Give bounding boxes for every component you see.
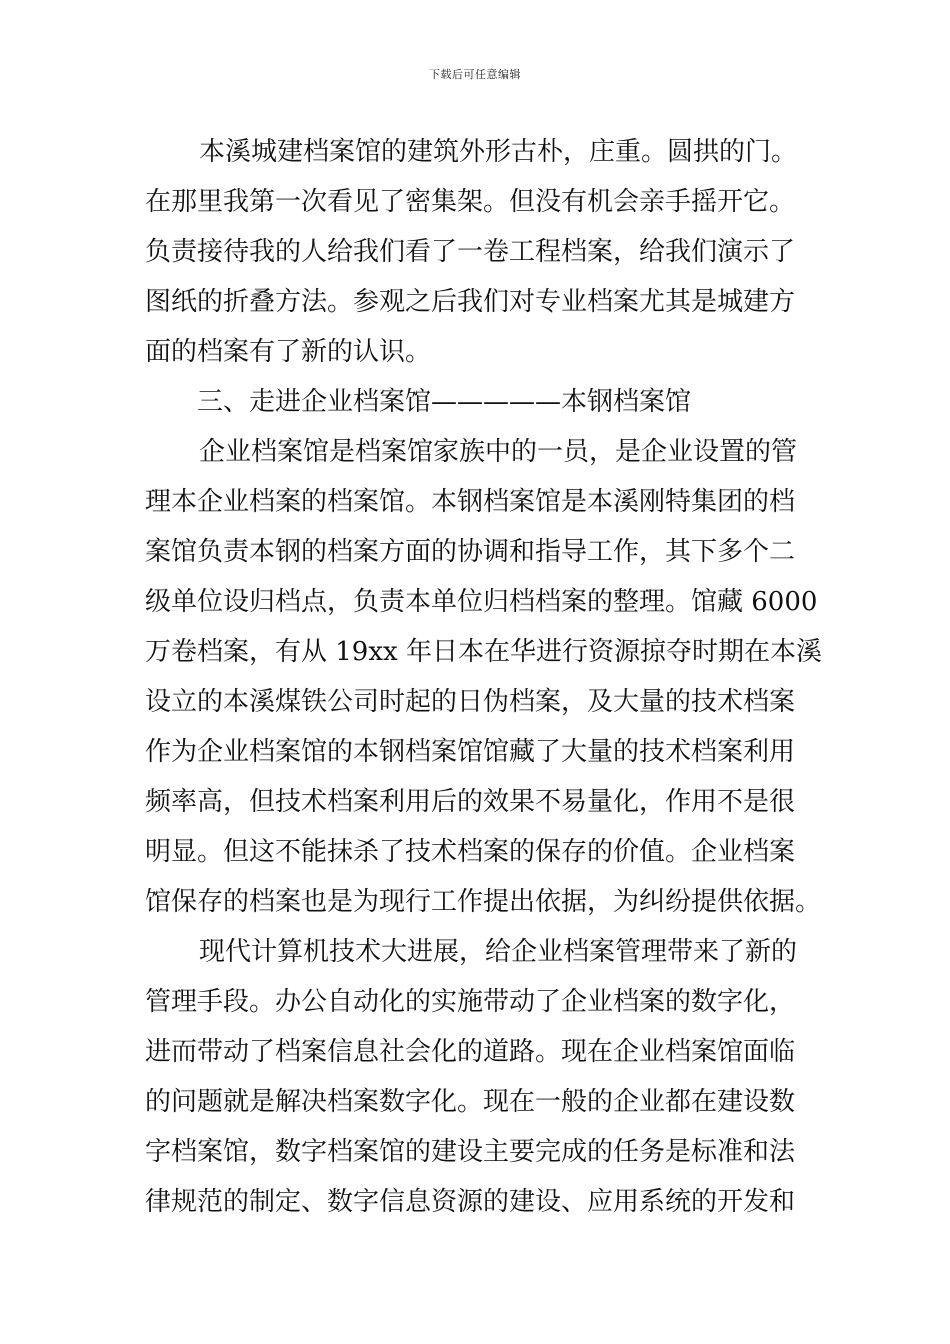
paragraph-line: 管理手段。办公自动化的实施带动了企业档案的数字化， (145, 987, 796, 1017)
paragraph-line: 律规范的制定、数字信息资源的建设、应用系统的开发和 (145, 1187, 796, 1217)
paragraph-line: 企业档案馆是档案馆家族中的一员，是企业设置的管 (199, 437, 798, 467)
paragraph-line: 现代计算机技术大进展，给企业档案管理带来了新的 (199, 937, 798, 967)
paragraph-line: 面的档案有了新的认识。 (145, 337, 432, 367)
paragraph-line: 万卷档案，有从 19xx 年日本在华进行资源掠夺时期在本溪 (145, 637, 822, 667)
paragraph-line: 负责接待我的人给我们看了一卷工程档案，给我们演示了 (145, 237, 796, 267)
page-header: 下载后可任意编辑 (429, 68, 521, 81)
paragraph-line: 理本企业档案的档案馆。本钢档案馆是本溪刚特集团的档 (145, 487, 796, 517)
paragraph-line: 作为企业档案馆的本钢档案馆馆藏了大量的技术档案利用 (145, 737, 796, 767)
paragraph-line: 明显。但这不能抹杀了技术档案的保存的价值。企业档案 (145, 837, 796, 867)
paragraph-line: 字档案馆，数字档案馆的建设主要完成的任务是标准和法 (145, 1137, 796, 1167)
paragraph-line: 馆保存的档案也是为现行工作提出依据，为纠纷提供依据。 (145, 887, 822, 917)
document-body (145, 127, 822, 1227)
section-heading: 三、走进企业档案馆—————本钢档案馆 (197, 387, 692, 417)
paragraph-line: 的问题就是解决档案数字化。现在一般的企业都在建设数 (145, 1087, 796, 1117)
paragraph-line: 频率高，但技术档案利用后的效果不易量化，作用不是很 (145, 787, 796, 817)
paragraph-line: 进而带动了档案信息社会化的道路。现在企业档案馆面临 (145, 1037, 796, 1067)
paragraph-line: 级单位设归档点，负责本单位归档档案的整理。馆藏 6000 (145, 587, 818, 617)
paragraph-line: 案馆负责本钢的档案方面的协调和指导工作，其下多个二 (145, 537, 796, 567)
paragraph-line: 设立的本溪煤铁公司时起的日伪档案，及大量的技术档案 (145, 687, 796, 717)
paragraph-line: 在那里我第一次看见了密集架。但没有机会亲手摇开它。 (145, 187, 796, 217)
paragraph-line: 图纸的折叠方法。参观之后我们对专业档案尤其是城建方 (145, 287, 796, 317)
paragraph-line: 本溪城建档案馆的建筑外形古朴，庄重。圆拱的门。 (199, 137, 798, 167)
